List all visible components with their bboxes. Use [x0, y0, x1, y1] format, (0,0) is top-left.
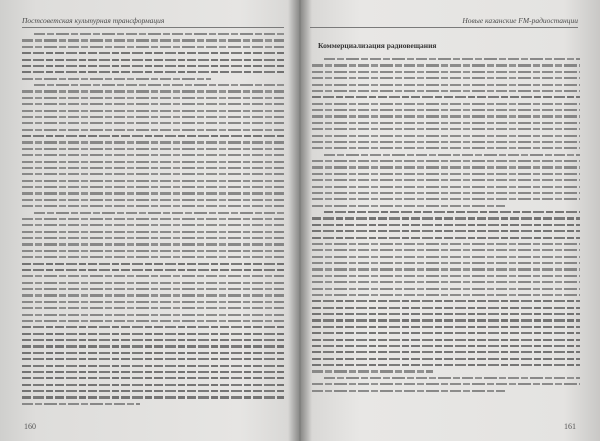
- right-header-rule: [310, 27, 578, 28]
- right-running-head: Новые казанские FM-радиостанции: [462, 16, 578, 25]
- right-body-text: [312, 58, 580, 396]
- right-page: [300, 0, 600, 441]
- right-page-number: 161: [564, 422, 576, 431]
- section-heading: Коммерциализация радиовещания: [318, 41, 437, 50]
- left-running-head: Постсоветская культурная трансформация: [22, 16, 165, 25]
- left-body-text: [22, 33, 284, 409]
- left-header-rule: [22, 27, 284, 28]
- left-page-number: 160: [24, 422, 36, 431]
